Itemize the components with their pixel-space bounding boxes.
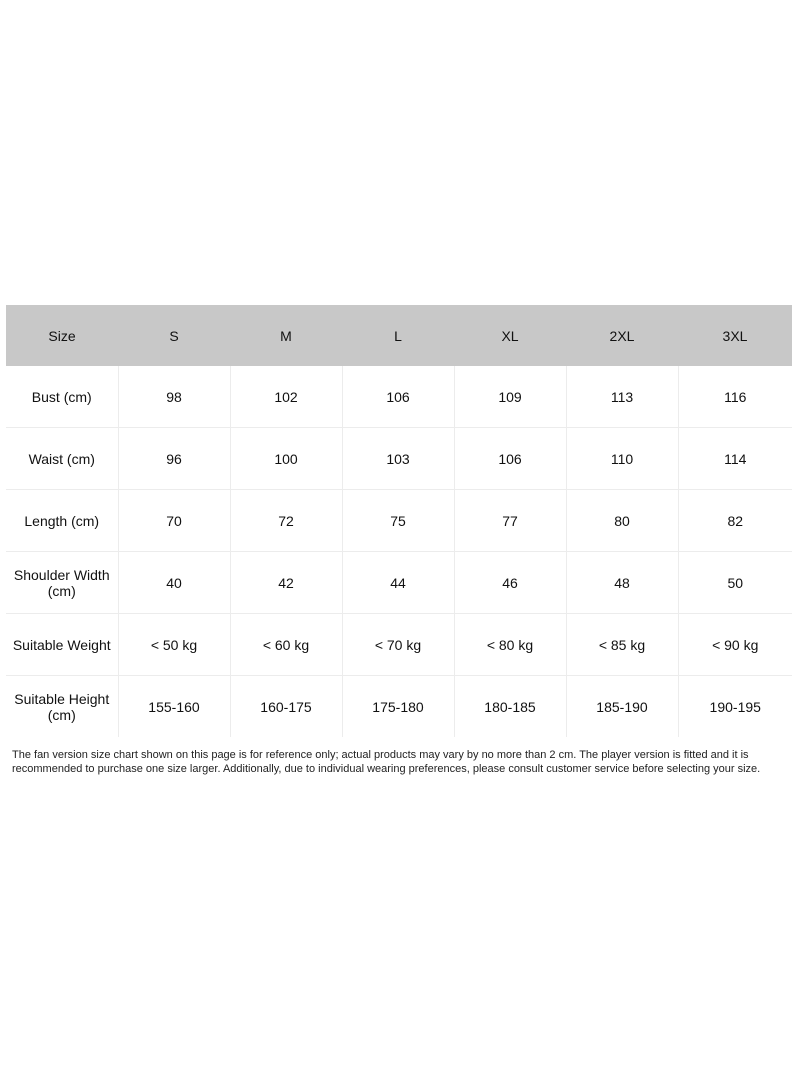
header-cell-size: Size (6, 305, 118, 366)
header-cell-xl: XL (454, 305, 566, 366)
table-row-suitable-height (6, 676, 792, 738)
table-cell: 96 (118, 428, 230, 490)
table-cell: 103 (342, 428, 454, 490)
table-row-waist (6, 428, 792, 490)
header-cell-s: S (118, 305, 230, 366)
table-cell: < 50 kg (118, 614, 230, 676)
row-label: Length (cm) (6, 490, 118, 552)
table-cell: 155-160 (118, 676, 230, 738)
size-header-row (6, 305, 792, 366)
size-chart-footnote: The fan version size chart shown on this page is for reference only; actual products may vary by no more than 2 cm. The player version is fitted and it is recommended to purchase one size larger. Additionally, due to individual wearing preferences, please consult customer service before selecting your size. (12, 749, 761, 775)
table-cell: 75 (342, 490, 454, 552)
table-cell: < 80 kg (454, 614, 566, 676)
table-cell: 42 (230, 552, 342, 614)
table-cell: 77 (454, 490, 566, 552)
table-cell: 44 (342, 552, 454, 614)
table-cell: < 70 kg (342, 614, 454, 676)
table-cell: 72 (230, 490, 342, 552)
row-label: Suitable Weight (6, 614, 118, 676)
size-chart-table (6, 305, 792, 737)
header-cell-3xl: 3XL (678, 305, 792, 366)
table-cell: 48 (566, 552, 678, 614)
table-cell: 180-185 (454, 676, 566, 738)
table-cell: 114 (678, 428, 792, 490)
table-cell: 109 (454, 366, 566, 428)
table-cell: 160-175 (230, 676, 342, 738)
table-cell: 106 (454, 428, 566, 490)
table-cell: 106 (342, 366, 454, 428)
table-row-shoulder-width (6, 552, 792, 614)
header-cell-l: L (342, 305, 454, 366)
row-label: Shoulder Width (cm) (6, 552, 118, 614)
table-cell: 50 (678, 552, 792, 614)
table-cell: < 90 kg (678, 614, 792, 676)
row-label: Suitable Height (cm) (6, 676, 118, 738)
table-cell: < 85 kg (566, 614, 678, 676)
table-cell: 70 (118, 490, 230, 552)
table-cell: 113 (566, 366, 678, 428)
table-cell: 175-180 (342, 676, 454, 738)
table-cell: 80 (566, 490, 678, 552)
table-cell: 40 (118, 552, 230, 614)
table-cell: 110 (566, 428, 678, 490)
table-cell: 82 (678, 490, 792, 552)
table-cell: 102 (230, 366, 342, 428)
table-row-suitable-weight (6, 614, 792, 676)
row-label: Bust (cm) (6, 366, 118, 428)
table-cell: 185-190 (566, 676, 678, 738)
table-row-length (6, 490, 792, 552)
table-cell: 100 (230, 428, 342, 490)
header-cell-2xl: 2XL (566, 305, 678, 366)
table-cell: 98 (118, 366, 230, 428)
table-cell: < 60 kg (230, 614, 342, 676)
header-cell-m: M (230, 305, 342, 366)
table-cell: 116 (678, 366, 792, 428)
row-label: Waist (cm) (6, 428, 118, 490)
table-cell: 190-195 (709, 698, 761, 715)
table-cell: 46 (454, 552, 566, 614)
table-row-bust (6, 366, 792, 428)
